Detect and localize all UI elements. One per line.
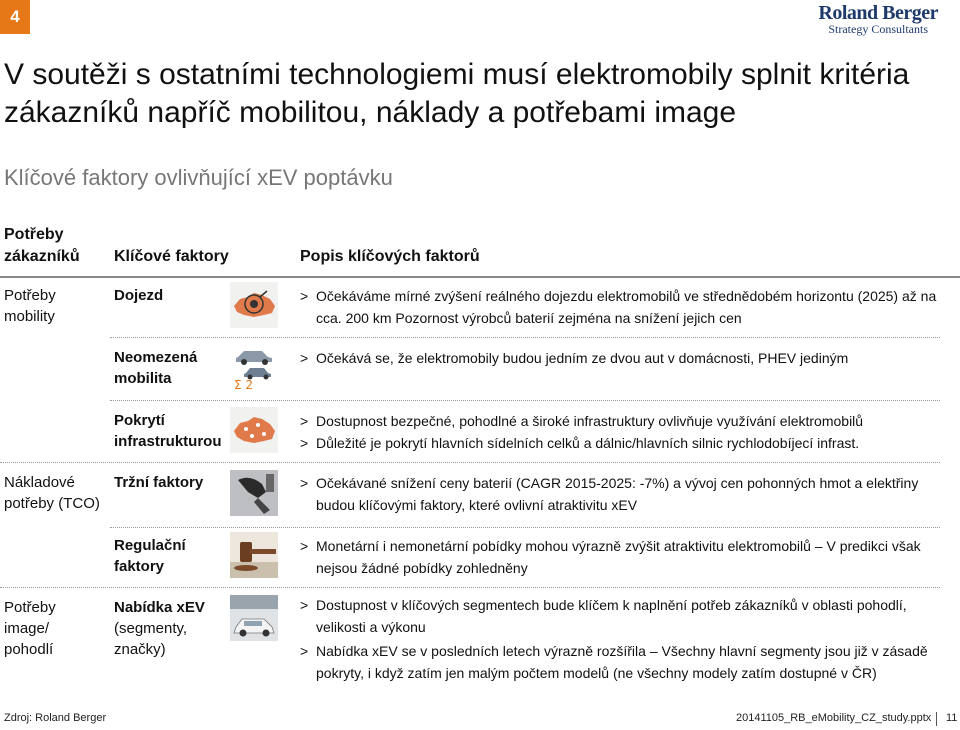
description-regulation: > Monetární i nemonetární pobídky mohou výrazně zvýšit atraktivitu elektromobilů – V predikci však nejsou žádné pobídky zohledněny (300, 535, 940, 579)
factor-infrastructure: Pokrytí infrastrukturou (114, 412, 222, 450)
bullet-text: Monetární i nemonetární pobídky mohou výrazně zvýšit atraktivitu elektromobilů – V predikci však nejsou žádné pobídky zohledněny (316, 538, 921, 576)
factor-xev-offer-sub: (segmenty, značky) (114, 620, 188, 658)
fuel-pump-icon (230, 470, 278, 516)
factor-market: Tržní faktory (114, 474, 204, 491)
czech-map-infrastructure-icon (230, 407, 278, 453)
bullet-text: Dostupnost bezpečné, pohodlné a široké infrastruktury ovlivňuje využívání elektromobilů (316, 413, 864, 429)
car-showroom-icon (230, 595, 278, 641)
description-unlimited-mobility: > Očekává se, že elektromobily budou jedním ze dvou aut v domácnosti, PHEV jediným (300, 347, 940, 369)
category-mobility: Potřeby mobility (4, 287, 56, 325)
row-divider (0, 462, 940, 463)
factor-range: Dojezd (114, 287, 164, 304)
sum-two-label: Σ 2 (234, 378, 254, 391)
category-image: Potřeby image/ pohodlí (4, 599, 56, 658)
bullet-text: Důležité je pokrytí hlavních sídelních celků a dálnic/hlavních silnic rychlodobíjecí infrast. (316, 435, 860, 451)
header-description: Popis klíčových faktorů (300, 248, 480, 265)
slide-number-badge: 4 (0, 0, 30, 34)
row-divider (110, 527, 940, 528)
footer-source: Zdroj: Roland Berger (4, 712, 107, 724)
category-cost: Nákladové potřeby (TCO) (4, 474, 100, 512)
gavel-icon (230, 532, 278, 578)
slide-subtitle: Klíčové faktory ovlivňující xEV poptávku (4, 165, 393, 190)
factor-regulation: Regulační faktory (114, 537, 186, 575)
footer-filename: 20141105_RB_eMobility_CZ_study.pptx (736, 712, 932, 724)
description-market: > Očekávané snížení ceny baterií (CAGR 2015-2025: -7%) a vývoj cen pohonných hmot a elektřiny budou klíčovými faktory, které ovlivní atraktivitu xEV (300, 472, 940, 516)
footer-page-number: 11 (946, 712, 958, 724)
description-infrastructure: > Dostupnost bezpečné, pohodlné a široké infrastruktury ovlivňuje využívání elektromobilů > Důležité je pokrytí hlavních sídelních celků a dálnic/hlavních silnic rychlodobíjecí infrast. (300, 410, 940, 454)
description-xev-offer: > Dostupnost v klíčových segmentech bude klíčem k naplnění potřeb zákazníků v oblasti pohodlí, velikosti a výkonu > Nabídka xEV se v posledních letech výrazně rozšířila – Všechny hlavní segmenty jsou již v zásadě pokryty, i když zatím jen malým počtem modelů (ne všechny modely zatím dostupné v ČR) (300, 594, 940, 684)
factor-xev-offer-label: Nabídka xEV (114, 599, 205, 616)
header-key-factors: Klíčové faktory (114, 248, 229, 265)
header-customer-needs: Potřeby zákazníků (4, 226, 80, 265)
bullet-text: Očekávané snížení ceny baterií (CAGR 2015-2025: -7%) a vývoj cen pohonných hmot a elektřiny budou klíčovými faktory, které ovlivní atraktivitu xEV (316, 475, 919, 513)
bullet-text: Očekává se, že elektromobily budou jedním ze dvou aut v domácnosti, PHEV jediným (316, 350, 849, 366)
slide-title: V soutěži s ostatními technologiemi musí elektromobily splnit kritéria zákazníků napříč mobilitou, náklady a potřebami image (4, 58, 910, 129)
logo-subtitle: Strategy Consultants (828, 22, 928, 36)
factor-xev-offer (114, 597, 224, 660)
roland-berger-logo: Roland Berger (818, 2, 938, 24)
row-divider (110, 400, 940, 401)
row-divider (110, 337, 940, 338)
factor-unlimited-mobility: Neomezená mobilita (114, 349, 198, 387)
row-divider (0, 587, 940, 588)
two-cars-sum-icon (230, 345, 278, 391)
description-range: > Očekáváme mírné zvýšení reálného dojezdu elektromobilů ve střednědobém horizontu (2025) až na cca. 200 km Pozornost výrobců baterií zejména na snížení jejich cen (300, 285, 940, 329)
header-divider (0, 276, 960, 278)
bullet-text: Dostupnost v klíčových segmentech bude klíčem k naplnění potřeb zákazníků v oblasti pohodlí, velikosti a výkonu (316, 597, 907, 635)
footer-separator (936, 712, 937, 726)
czech-map-range-icon (230, 282, 278, 328)
bullet-text: Nabídka xEV se v posledních letech výrazně rozšířila – Všechny hlavní segmenty jsou již v zásadě pokryty, i když zatím jen malým počtem modelů (ne všechny modely zatím dostupné v ČR) (316, 643, 928, 681)
bullet-text: Očekáváme mírné zvýšení reálného dojezdu elektromobilů ve střednědobém horizontu (2025) až na cca. 200 km Pozornost výrobců baterií zejména na snížení jejich cen (316, 288, 937, 326)
